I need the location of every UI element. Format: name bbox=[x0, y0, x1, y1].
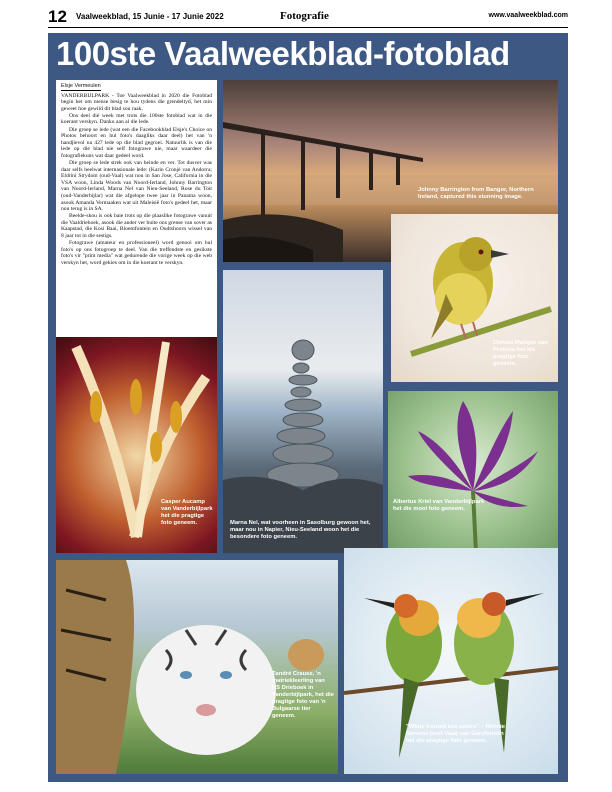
page-number: 12 bbox=[48, 7, 67, 26]
article-paragraph: Die groep se lede (wat een die Facebookblad Elsje's Choice on Photos behoort en hul foto's daagliks daar deel) het van 'n handjievol na 427 lede op die blad gegroei. Natuurlik is van die lede op die blad nie self fotograwe nie, maar waardeer die fotografiekuns wat daar gedeel word. bbox=[61, 126, 212, 159]
article-paragraph: Beelde-skou is ook baie trots op die plaaslike fotograwe vanuit die Vaaldriehoek, asook die ander ver buite ons grense van sover as Kaapstad, die Kosi Baai, Bloemfontein en Oudtshoorn wissel van 8 jaar tot in die sestigs. bbox=[61, 213, 212, 240]
article-paragraph: Fotograwe (amateur en professioneel) word genooi om hul foto's op ons fotogroep te deel. Van die treffendste en gesikste foto's vir "print media" wat gedurende die vorige week op die web verskyn het, word gekies om in die koerant te verskyn. bbox=[61, 240, 212, 266]
article-paragraph: Ons deel dié week met trots die 100ste fotoblad wat in die koerant verskyn. Danku aan al die lede. bbox=[61, 112, 212, 126]
photo-caption: Zandré Crause, 'n matriekleerling van HS Drieboek in Vanderbijlpark, het die pragtige foto van 'n Bulgaarse tier geneem. bbox=[272, 671, 334, 719]
photo-caption: Christo Malnjee van Pretoria het die pragtige foto geneem. bbox=[493, 340, 548, 367]
photo-caption: Albertus Kriel van Vanderbijlpark het die mooi foto geneem. bbox=[393, 499, 485, 512]
byline: Elsje Vermeulen bbox=[61, 83, 101, 89]
article-paragraph: Die groep se lede strek ook van heinde en ver. Tot dusver was daar selfs heelwat internasionale lede: (Karin Cronjé van Andorra; Eldrini Strydom (oud-Vaal) wat nou in San Jose, California in die VSA woon, Linda Woods van Noord-Ierland, Johnny Barrington van Noord-Ierland, Marna Nel van Nieu-Seeland, Rose du Toit (oud-Vanderbijlar) wat die afgelope twee jaar in Panama woon, asook Amanda Vermaaken wat uit Maleisië foto's gedeel het, maar nou terug is in SA. bbox=[61, 160, 212, 213]
photo-caption: Marna Nel, wat voorheen in Sasolburg gewoon het, maar nou in Napier, Nieu-Seeland woon het die besondere foto geneem. bbox=[230, 520, 371, 540]
photo-caption: "White fronted bee eaters" – Rennie Stevens (oud-Vaal) van Garsfontein het die pragtige foto geneem. bbox=[406, 724, 505, 744]
page-headline: 100ste Vaalweekblad-fotoblad bbox=[56, 35, 510, 72]
article-paragraph: VANDERBIJLPARK - Toe Vaalweekblad in 2020 die Fotoblad begin het om mense besig te hou tydens die grendeltyd, het min geweet hoe gewild dit blad sou raak. bbox=[61, 92, 212, 112]
section-title: Fotografie bbox=[280, 10, 329, 22]
photo-caption: Johnny Barrington from Bangor, Northern Ireland, captured this stunning image. bbox=[418, 187, 534, 200]
photo-caption: Casper Aucamp van Vanderbijlpark het die pragtige foto geneem. bbox=[161, 499, 213, 526]
publication-date: Vaalweekblad, 15 Junie - 17 Junie 2022 bbox=[76, 12, 224, 21]
page-header bbox=[48, 8, 568, 28]
photo-page-frame bbox=[48, 33, 568, 782]
stacked-stones-photo bbox=[223, 270, 383, 553]
white-tiger-photo bbox=[56, 560, 338, 774]
website-url[interactable]: www.vaalweekblad.com bbox=[488, 12, 568, 19]
purple-flower-photo bbox=[388, 391, 558, 553]
article-text bbox=[56, 80, 217, 367]
